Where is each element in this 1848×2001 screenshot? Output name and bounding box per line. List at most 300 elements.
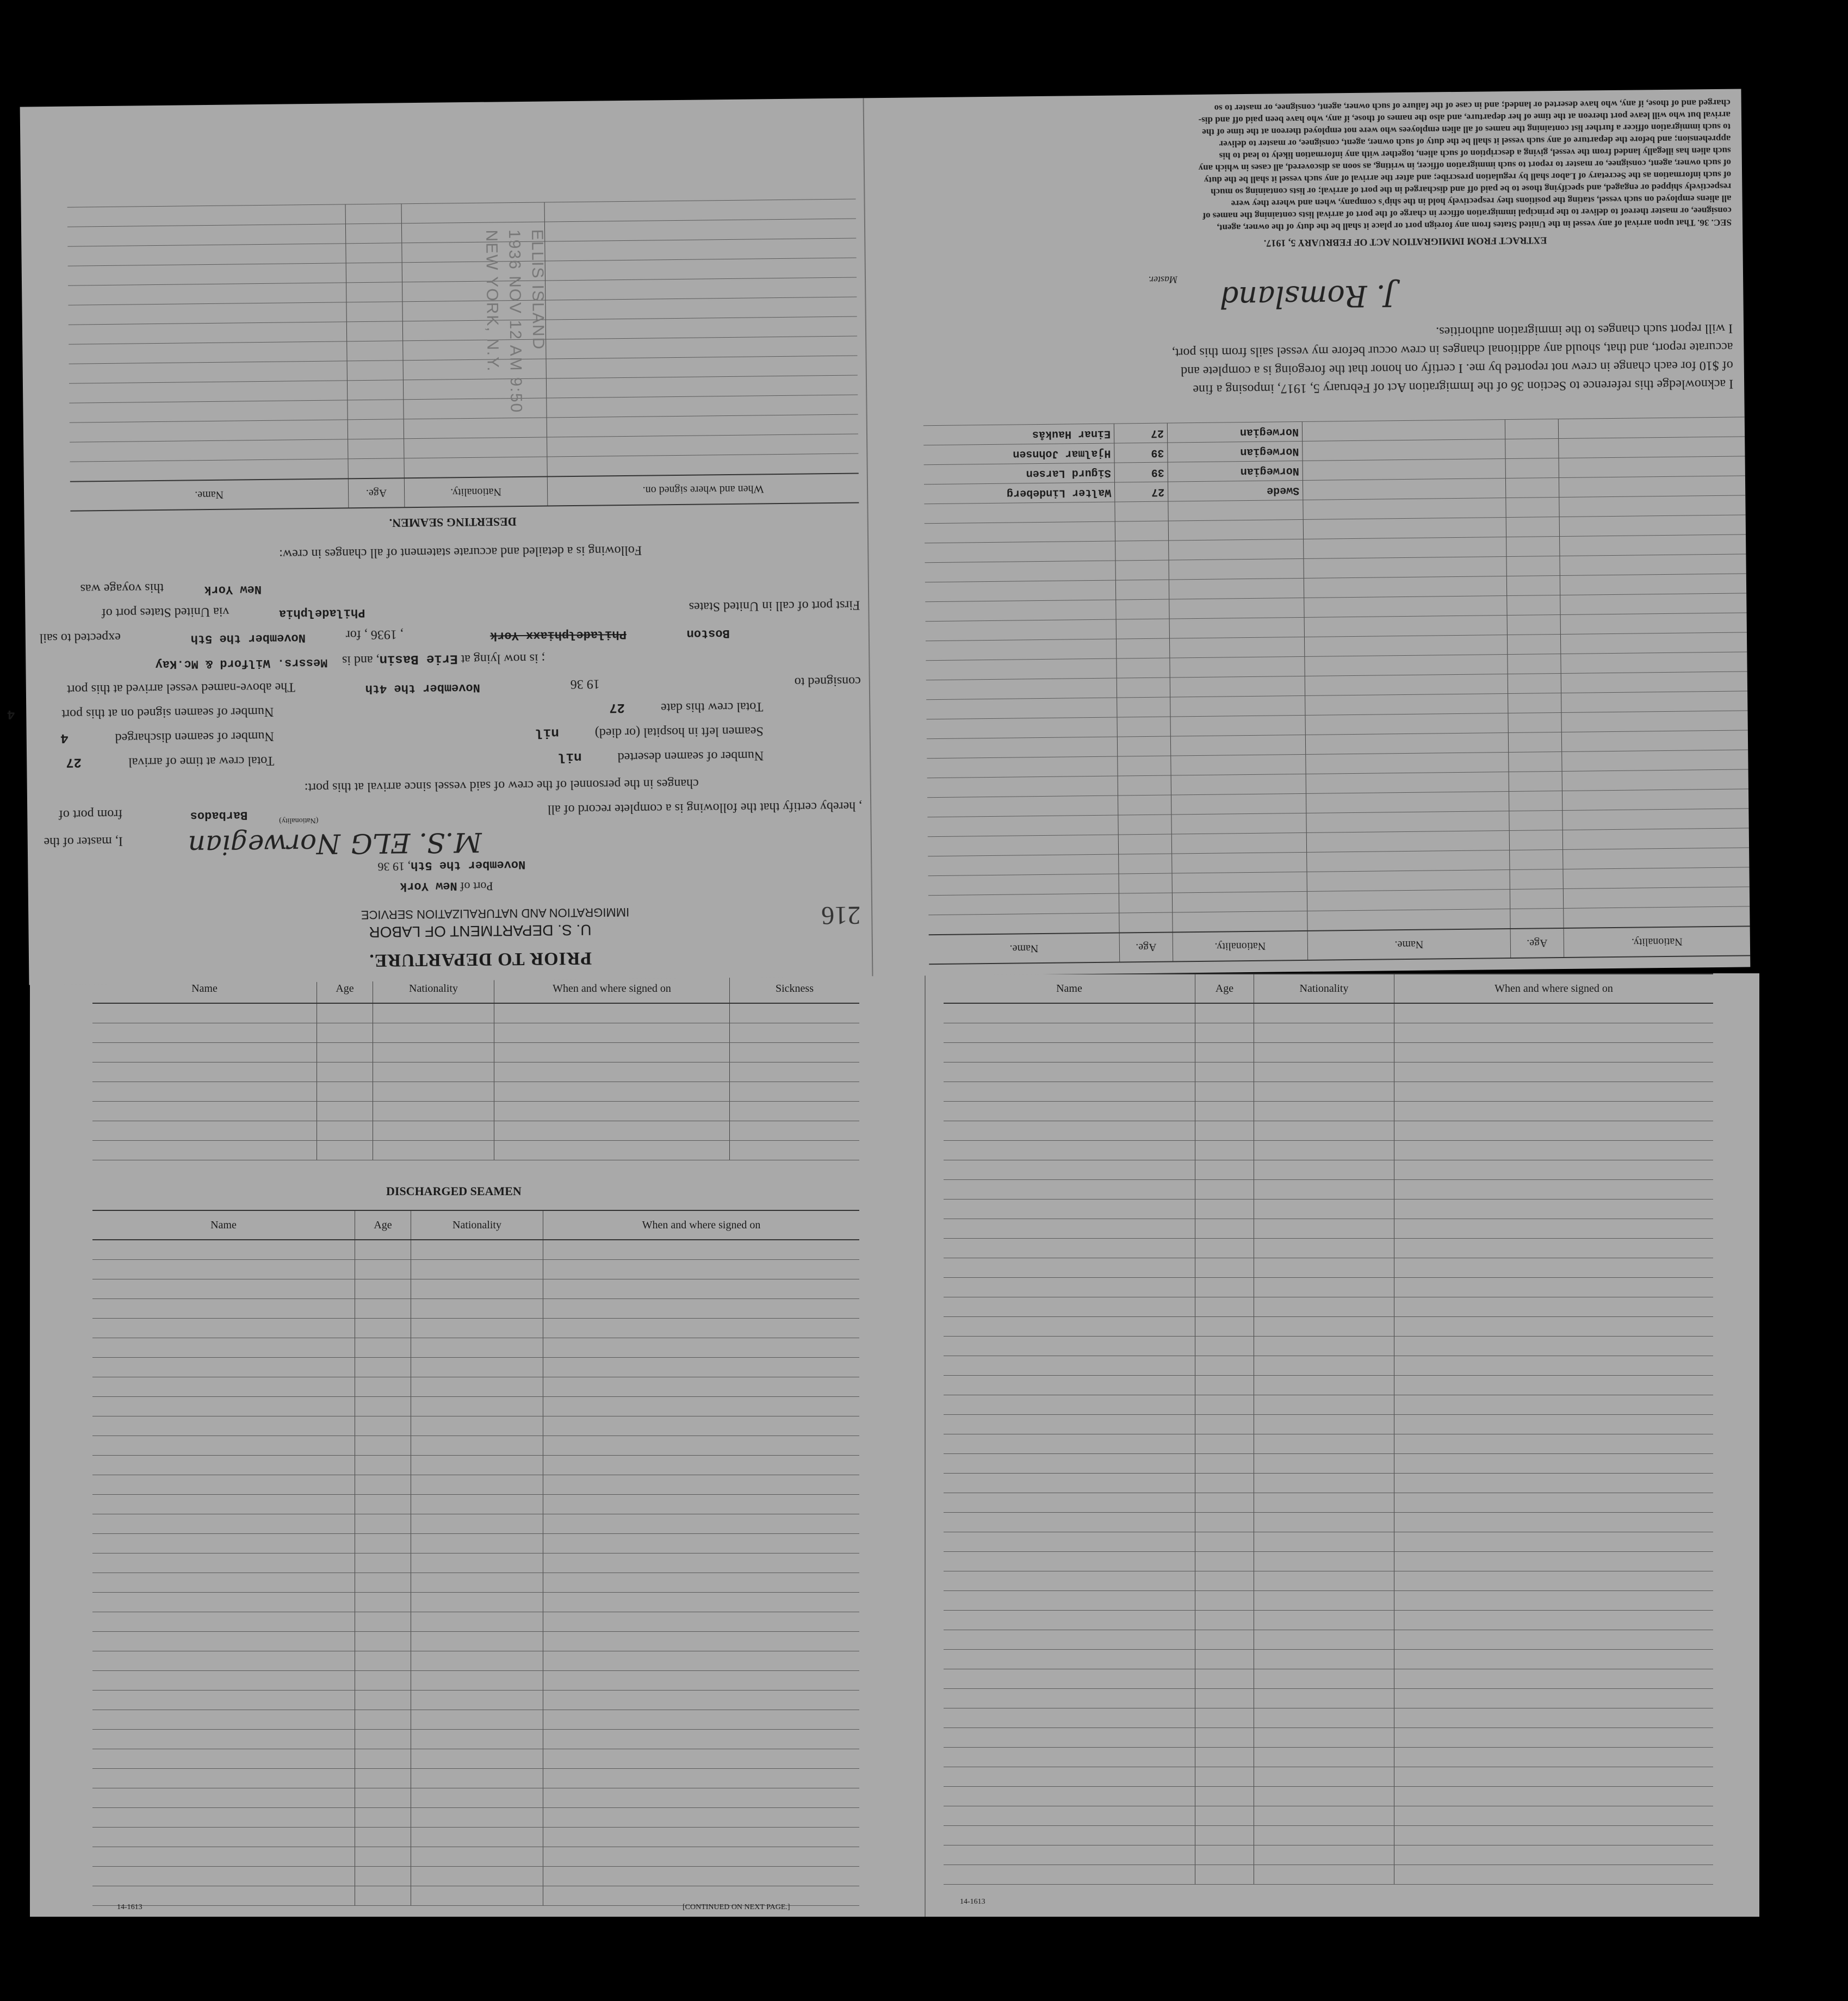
table-row [944, 1650, 1713, 1669]
table-cell [543, 1867, 860, 1886]
table-cell [944, 1474, 1195, 1493]
table-cell [348, 419, 404, 439]
table-cell [494, 1102, 730, 1121]
table-cell [355, 1691, 411, 1710]
col-name-2: Name. [1307, 929, 1511, 960]
table-cell [69, 381, 348, 403]
port-label: Port of [460, 879, 493, 894]
table-cell [1507, 635, 1560, 655]
table-cell [1303, 459, 1505, 481]
table-cell [1560, 593, 1747, 615]
table-cell [944, 1297, 1195, 1317]
master-signature: J. Romsland [1219, 278, 1396, 315]
table-cell [1169, 539, 1304, 560]
table-cell [944, 1826, 1195, 1845]
table-row [92, 1436, 859, 1456]
table-row [944, 1062, 1713, 1082]
table-cell [543, 1828, 860, 1847]
table-cell [92, 1338, 355, 1358]
table-cell [1306, 772, 1509, 794]
table-row [92, 1730, 859, 1749]
table-cell [355, 1651, 411, 1671]
table-cell [373, 1023, 494, 1043]
table-cell: 27 [1114, 423, 1167, 443]
via-port: Philadelphia [278, 606, 365, 620]
table-row [92, 1847, 859, 1867]
table-cell [92, 1788, 355, 1808]
table-row [944, 1356, 1713, 1376]
table-cell [1561, 691, 1748, 713]
extract-line: respectively shipped or engaged, and specifying those to be paid off and discharged in the port of arrival; or lists containing so much [1211, 181, 1732, 197]
table-cell [355, 1416, 411, 1436]
table-cell [347, 361, 403, 381]
table-row [92, 1593, 859, 1612]
table-cell [1254, 1317, 1394, 1337]
table-cell [1304, 557, 1506, 579]
table-cell [544, 199, 856, 222]
table-cell [543, 1808, 860, 1828]
table-cell [1506, 537, 1560, 557]
table-cell [944, 1082, 1195, 1102]
table-cell [1254, 1082, 1394, 1102]
table-cell [1195, 1102, 1254, 1121]
signed-label: Number of seamen signed on at this port [61, 704, 274, 721]
table-cell [348, 439, 404, 459]
table-cell [1559, 437, 1745, 458]
table-cell [494, 1062, 730, 1082]
table-cell [1560, 574, 1746, 595]
table-cell [543, 1573, 860, 1593]
table-cell [355, 1593, 411, 1612]
table-cell [1254, 1258, 1394, 1278]
table-cell [92, 1043, 317, 1062]
table-cell [545, 277, 857, 300]
table-cell [543, 1495, 860, 1514]
table-cell [1509, 810, 1562, 830]
table-cell [1394, 1062, 1714, 1082]
table-cell [92, 1377, 355, 1397]
table-cell [92, 1573, 355, 1593]
table-cell [1394, 1787, 1714, 1806]
table-cell [1562, 828, 1749, 850]
table-cell [1195, 1826, 1254, 1845]
table-cell [543, 1769, 860, 1788]
table-cell [1505, 458, 1559, 478]
table-cell [927, 815, 1118, 837]
table-cell [1307, 890, 1510, 911]
table-cell [543, 1377, 860, 1397]
table-row [92, 1632, 859, 1651]
table-cell [1305, 674, 1508, 696]
table-row [92, 1553, 859, 1573]
deserted: nil [558, 749, 582, 765]
table-cell [355, 1397, 411, 1416]
table-cell [347, 380, 403, 400]
table-cell [944, 1532, 1195, 1552]
table-row [92, 1377, 859, 1397]
table-cell [944, 1669, 1195, 1689]
table-cell [944, 1376, 1195, 1395]
table-cell [547, 434, 859, 457]
table-cell [928, 913, 1119, 935]
table-cell [1195, 1611, 1254, 1630]
table-row [944, 1493, 1713, 1513]
table-cell [543, 1456, 860, 1475]
table-cell [928, 874, 1119, 896]
table-cell [404, 418, 547, 439]
col-age: Age [1195, 974, 1254, 1003]
table-cell [67, 244, 346, 266]
col-name: Name. [70, 478, 349, 511]
table-row [92, 1358, 859, 1377]
table-cell [92, 1299, 355, 1319]
table-row [92, 1003, 859, 1023]
table-cell [1254, 1532, 1394, 1552]
table-row [944, 1317, 1713, 1337]
table-cell [1562, 809, 1749, 830]
table-cell [1254, 1513, 1394, 1532]
table-row [92, 1062, 859, 1082]
table-cell [944, 1180, 1195, 1200]
table-cell [927, 737, 1118, 759]
table-cell [1394, 1552, 1714, 1571]
table-cell [1394, 1513, 1714, 1532]
table-cell [1394, 1219, 1714, 1239]
table-cell [1254, 1767, 1394, 1787]
table-cell [411, 1358, 543, 1377]
table-cell [1508, 732, 1561, 752]
hospital-label: Seamen left in hospital (or died) [594, 724, 764, 740]
table-cell [1168, 519, 1303, 540]
table-cell [1559, 515, 1746, 537]
table-cell [543, 1534, 860, 1553]
table-cell [944, 1278, 1195, 1297]
col-sickness: Sickness [730, 974, 860, 1003]
table-cell [1254, 1337, 1394, 1356]
table-row [92, 1240, 859, 1260]
table-cell [944, 1043, 1195, 1062]
table-cell [944, 1023, 1195, 1043]
table-cell [928, 854, 1119, 876]
table-cell: 39 [1114, 443, 1168, 463]
table-cell [1254, 1650, 1394, 1669]
sail-date: November the 5th [190, 631, 306, 646]
table-cell [494, 1043, 730, 1062]
table-cell [1195, 1023, 1254, 1043]
table-cell [411, 1319, 543, 1338]
table-cell [355, 1475, 411, 1495]
table-cell [543, 1593, 860, 1612]
table-cell [1254, 1591, 1394, 1611]
table-cell [348, 400, 404, 420]
table-row [92, 1141, 859, 1160]
table-cell [1394, 1356, 1714, 1376]
table-cell [730, 1023, 860, 1043]
table-cell [411, 1632, 543, 1651]
table-cell [926, 639, 1117, 661]
table-cell [92, 1397, 355, 1416]
table-cell [1254, 1571, 1394, 1591]
table-cell [92, 1749, 355, 1769]
table-cell [1195, 1317, 1254, 1337]
table-cell [69, 322, 347, 344]
table-cell [1195, 1787, 1254, 1806]
extract-text [927, 97, 1732, 236]
table-cell [1394, 1669, 1714, 1689]
table-cell [927, 776, 1118, 798]
table-cell [1254, 1689, 1394, 1708]
table-cell [1562, 750, 1748, 772]
table-cell [355, 1436, 411, 1456]
table-cell [944, 1591, 1195, 1611]
table-cell [925, 561, 1115, 582]
consignee: Messrs. Wilford & Mc.Kay [155, 655, 328, 672]
table-row [944, 1708, 1713, 1728]
table-row [944, 1474, 1713, 1493]
table-cell [545, 258, 857, 281]
table-cell [944, 1708, 1195, 1728]
table-cell [355, 1671, 411, 1691]
table-cell [355, 1553, 411, 1573]
table-row [92, 1102, 859, 1121]
table-cell [1509, 791, 1562, 811]
table-cell [92, 1023, 317, 1043]
table-cell [404, 398, 547, 419]
table-cell [1254, 1845, 1394, 1865]
table-cell [1394, 1200, 1714, 1219]
upside-down-content [7, 89, 1751, 985]
table-row [944, 1728, 1713, 1748]
table-row [944, 1669, 1713, 1689]
table-cell [545, 297, 857, 320]
table-cell [1394, 1258, 1714, 1278]
table-cell [1254, 1806, 1394, 1826]
table-row [944, 1297, 1713, 1317]
table-cell [355, 1847, 411, 1867]
table-cell [944, 1689, 1195, 1708]
total: 27 [609, 700, 625, 715]
table-cell [547, 395, 858, 418]
table-cell [1509, 830, 1562, 850]
extract-line: arrival but who will leave port thereon at the time of her departure, and also the names of those, if any, who have been paid off and dis- [1198, 109, 1731, 126]
nationality-handwritten: Norwegian [188, 828, 341, 861]
bottom-sheet [30, 973, 1759, 1917]
table-cell: Norwegian [1168, 461, 1303, 482]
table-cell [67, 224, 346, 246]
table-cell [411, 1651, 543, 1671]
table-cell [411, 1808, 543, 1828]
table-cell [1561, 711, 1748, 732]
table-cell [944, 1767, 1195, 1787]
table-cell [1304, 576, 1506, 598]
table-cell [1394, 1650, 1714, 1669]
table-cell [403, 339, 546, 361]
table-cell [92, 1121, 317, 1141]
table-cell [402, 281, 545, 302]
table-cell [355, 1299, 411, 1319]
table-cell [944, 1102, 1195, 1121]
table-cell [1507, 615, 1560, 635]
table-cell [373, 1141, 494, 1160]
table-cell [730, 1141, 860, 1160]
table-row [92, 1397, 859, 1416]
table-cell [1195, 1297, 1254, 1317]
table-cell: Hjalmar Johnsen [923, 443, 1114, 465]
table-cell [1510, 888, 1563, 909]
ack-line4: I will report such changes to the immigration authorities. [1436, 321, 1733, 339]
form-title: PRIOR TO DEPARTURE. [369, 948, 592, 971]
table-cell [1117, 658, 1170, 678]
table-cell [1195, 1062, 1254, 1082]
col-nationality-2: Nationality. [1564, 926, 1750, 958]
col-age: Age [317, 974, 373, 1003]
table-cell [1170, 656, 1305, 678]
table-row [944, 1219, 1713, 1239]
table-cell [1254, 1669, 1394, 1689]
table-cell [944, 1611, 1195, 1630]
table-cell [411, 1456, 543, 1475]
table-cell [1195, 1395, 1254, 1415]
table-cell [1303, 498, 1506, 520]
table-row [944, 1023, 1713, 1043]
table-cell [92, 1082, 317, 1102]
table-cell [69, 341, 347, 364]
table-cell [92, 1847, 355, 1867]
table-cell [411, 1769, 543, 1788]
table-cell [92, 1240, 355, 1260]
table-cell [1506, 498, 1559, 518]
table-cell [1172, 872, 1307, 893]
table-cell [1118, 795, 1171, 815]
deserting-seamen-table [67, 199, 859, 512]
table-cell [1195, 1454, 1254, 1474]
table-cell [355, 1749, 411, 1769]
voyage-label: this voyage was [80, 580, 164, 596]
table-cell [1508, 712, 1561, 732]
table-row [944, 1532, 1713, 1552]
table-cell [355, 1358, 411, 1377]
table-cell [1394, 1591, 1714, 1611]
table-cell [1394, 1728, 1714, 1748]
table-cell [543, 1847, 860, 1867]
table-cell [92, 1279, 355, 1299]
table-cell [402, 320, 545, 341]
table-cell [1303, 439, 1505, 461]
table-cell [411, 1475, 543, 1495]
table-cell [543, 1240, 860, 1260]
table-cell [1116, 619, 1169, 639]
table-row [92, 1121, 859, 1141]
table-cell [944, 1454, 1195, 1474]
table-cell [1117, 678, 1170, 698]
footer-code-left: 14-1613 [117, 1903, 142, 1911]
table-cell [926, 678, 1117, 700]
col-nationality: Nationality. [1173, 931, 1308, 962]
table-cell [411, 1397, 543, 1416]
col-signed-on: When and where signed on [543, 1210, 860, 1240]
table-cell [411, 1338, 543, 1358]
table-cell [1195, 1689, 1254, 1708]
table-cell [346, 282, 402, 302]
table-cell: Swede [1168, 480, 1303, 501]
table-cell [355, 1828, 411, 1847]
table-cell [1170, 735, 1305, 756]
table-cell [1394, 1630, 1714, 1650]
table-cell [92, 1632, 355, 1651]
table-cell [924, 502, 1115, 524]
table-cell [1508, 674, 1561, 694]
table-cell [317, 1121, 373, 1141]
table-cell [1506, 576, 1560, 596]
year: , 19 36 [377, 860, 411, 874]
table-cell [1116, 599, 1169, 619]
table-cell [1394, 1434, 1714, 1454]
col-name: Name [92, 1210, 355, 1240]
table-cell [1254, 1493, 1394, 1513]
table-row [944, 1513, 1713, 1532]
table-cell [1254, 1043, 1394, 1062]
table-cell [70, 439, 348, 462]
table-cell [355, 1808, 411, 1828]
table-cell [1254, 1865, 1394, 1885]
table-cell [1254, 1748, 1394, 1767]
table-cell [411, 1691, 543, 1710]
table-cell [730, 1062, 860, 1082]
table-cell [944, 1239, 1195, 1258]
discharged-title: DISCHARGED SEAMEN [386, 1184, 522, 1198]
table-cell [92, 1062, 317, 1082]
table-cell [543, 1749, 860, 1769]
table-cell [402, 241, 545, 263]
table-cell [1195, 1258, 1254, 1278]
table-cell [1560, 632, 1747, 654]
table-cell [494, 1141, 730, 1160]
table-cell [1254, 1395, 1394, 1415]
deserting-title: DESERTING SEAMEN. [389, 515, 517, 530]
table-row [92, 1023, 859, 1043]
extract-line: SEC. 36. That upon arrival of any vessel in the United States from any foreign port or place it shall be the duty of the owner, agent, [1217, 217, 1732, 233]
table-cell [1168, 500, 1303, 521]
table-cell [1394, 1493, 1714, 1513]
table-cell [1195, 1160, 1254, 1180]
table-cell [1195, 1337, 1254, 1356]
table-cell [545, 316, 857, 339]
table-cell [944, 1434, 1195, 1454]
signed-on-sickness-table [92, 973, 859, 1160]
table-cell [1306, 811, 1509, 833]
table-cell [411, 1749, 543, 1769]
table-cell [1254, 1297, 1394, 1317]
col-name: Name. [929, 933, 1120, 965]
table-cell [1195, 1278, 1254, 1297]
table-cell [926, 619, 1117, 641]
table-row [944, 1200, 1713, 1219]
table-cell [944, 1003, 1195, 1023]
table-cell [1508, 654, 1561, 674]
table-cell [92, 1260, 355, 1279]
table-cell [544, 219, 856, 241]
table-cell [1394, 1102, 1714, 1121]
table-cell [494, 1121, 730, 1141]
table-cell [730, 1082, 860, 1102]
extract-line: consignee, or master thereof to deliver to the principal immigration officer in charge of the port of arrival lists containing the names of [1202, 205, 1732, 221]
table-cell [1117, 736, 1170, 756]
table-cell [1254, 1023, 1394, 1043]
table-cell [1505, 419, 1558, 439]
footer-code-right: 14-1613 [960, 1898, 985, 1906]
sail-year: , 1936 , for [345, 627, 404, 642]
table-cell [1115, 521, 1168, 541]
